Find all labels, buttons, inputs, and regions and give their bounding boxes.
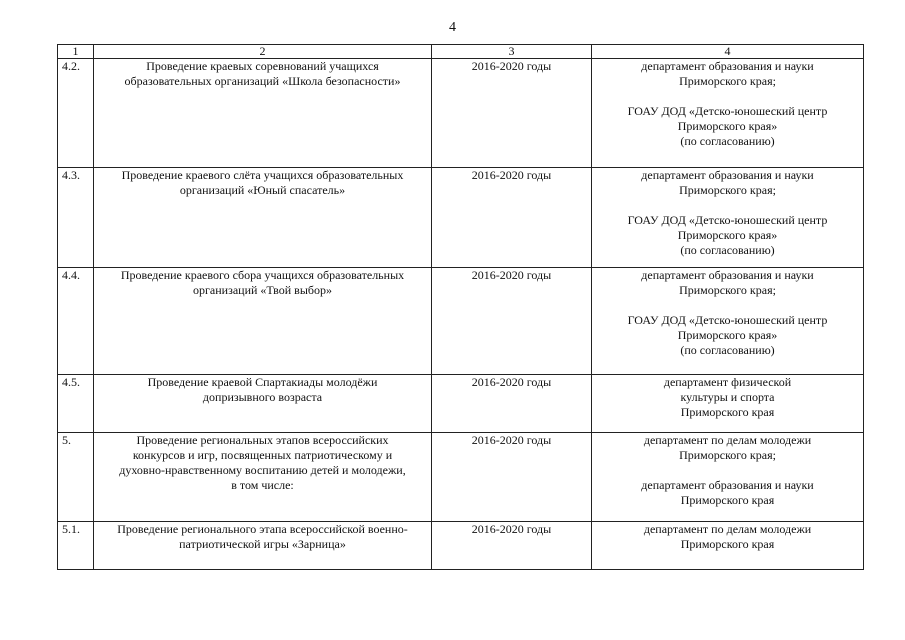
page-number: 4: [449, 20, 456, 35]
header-col-1: 1: [58, 45, 94, 59]
group-spacer: [596, 298, 859, 313]
event-cell: [94, 168, 432, 268]
header-row: [58, 45, 864, 59]
responsible-line: ГОАУ ДОД «Детско-юношеский центр: [627, 104, 828, 118]
responsible-line: Приморского края;: [679, 183, 776, 197]
responsible-line: Приморского края;: [679, 448, 776, 462]
responsible-line: Приморского края: [680, 405, 775, 419]
responsible-line: департамент по делам молодежи: [643, 433, 812, 447]
event-cell: [94, 522, 432, 570]
table-row: [58, 59, 864, 168]
group-spacer: [596, 198, 859, 213]
responsible-line: департамент по делам молодежи: [643, 522, 812, 536]
responsible-line: департамент образования и науки: [641, 268, 814, 282]
period-cell: 2016-2020 годы: [432, 59, 592, 168]
responsible-line: (по согласованию): [680, 134, 775, 148]
event-line: Проведение краевого сбора учащихся образовательных: [120, 268, 405, 282]
event-line: допризывного возраста: [202, 390, 323, 404]
plan-table: [57, 44, 864, 570]
event-line: патриотической игры «Зарница»: [179, 537, 346, 551]
responsible-line: Приморского края: [680, 537, 775, 551]
responsible-cell: [592, 375, 864, 433]
responsible-cell: [592, 522, 864, 570]
responsible-line: Приморского края»: [677, 119, 778, 133]
table-row: [58, 433, 864, 522]
event-line: Проведение краевой Спартакиады молодёжи: [147, 375, 378, 389]
header-col-2: 2: [94, 45, 432, 59]
responsible-line: культуры и спорта: [680, 390, 775, 404]
event-line: образовательных организаций «Школа безопасности»: [124, 74, 401, 88]
responsible-line: (по согласованию): [680, 343, 775, 357]
period-cell: 2016-2020 годы: [432, 168, 592, 268]
responsible-cell: [592, 268, 864, 375]
event-line: в том числе:: [231, 478, 294, 492]
table-row: [58, 268, 864, 375]
table-row: [58, 522, 864, 570]
row-number: 5.1.: [58, 522, 94, 570]
responsible-line: ГОАУ ДОД «Детско-юношеский центр: [627, 213, 828, 227]
responsible-cell: [592, 433, 864, 522]
event-line: конкурсов и игр, посвященных патриотическому и: [132, 448, 393, 462]
responsible-line: Приморского края»: [677, 328, 778, 342]
row-number: 4.3.: [58, 168, 94, 268]
responsible-line: Приморского края»: [677, 228, 778, 242]
header-col-3: 3: [432, 45, 592, 59]
row-number: 4.2.: [58, 59, 94, 168]
header-col-4: 4: [592, 45, 864, 59]
row-number: 4.5.: [58, 375, 94, 433]
responsible-line: Приморского края;: [679, 283, 776, 297]
responsible-line: департамент образования и науки: [641, 168, 814, 182]
event-cell: [94, 375, 432, 433]
table-row: [58, 168, 864, 268]
responsible-line: ГОАУ ДОД «Детско-юношеский центр: [627, 313, 828, 327]
responsible-line: Приморского края: [680, 493, 775, 507]
event-cell: [94, 268, 432, 375]
period-cell: 2016-2020 годы: [432, 268, 592, 375]
event-line: организаций «Твой выбор»: [193, 283, 332, 297]
row-number: 5.: [58, 433, 94, 522]
period-cell: 2016-2020 годы: [432, 522, 592, 570]
event-line: Проведение краевых соревнований учащихся: [146, 59, 379, 73]
event-cell: [94, 59, 432, 168]
group-spacer: [596, 89, 859, 104]
table-row: [58, 375, 864, 433]
responsible-line: департамент образования и науки: [641, 59, 814, 73]
responsible-line: департамент физической: [663, 375, 792, 389]
table-body: [58, 59, 864, 570]
period-cell: 2016-2020 годы: [432, 433, 592, 522]
event-line: Проведение краевого слёта учащихся образовательных: [121, 168, 404, 182]
event-line: Проведение региональных этапов всероссийских: [136, 433, 389, 447]
responsible-cell: [592, 168, 864, 268]
responsible-cell: [592, 59, 864, 168]
event-line: организаций «Юный спасатель»: [179, 183, 346, 197]
group-spacer: [596, 463, 859, 478]
row-number: 4.4.: [58, 268, 94, 375]
event-cell: [94, 433, 432, 522]
event-line: духовно-нравственному воспитанию детей и молодежи,: [119, 463, 406, 477]
responsible-line: департамент образования и науки: [641, 478, 814, 492]
period-cell: 2016-2020 годы: [432, 375, 592, 433]
event-line: Проведение регионального этапа всероссийской военно-: [117, 522, 408, 536]
responsible-line: Приморского края;: [679, 74, 776, 88]
responsible-line: (по согласованию): [680, 243, 775, 257]
